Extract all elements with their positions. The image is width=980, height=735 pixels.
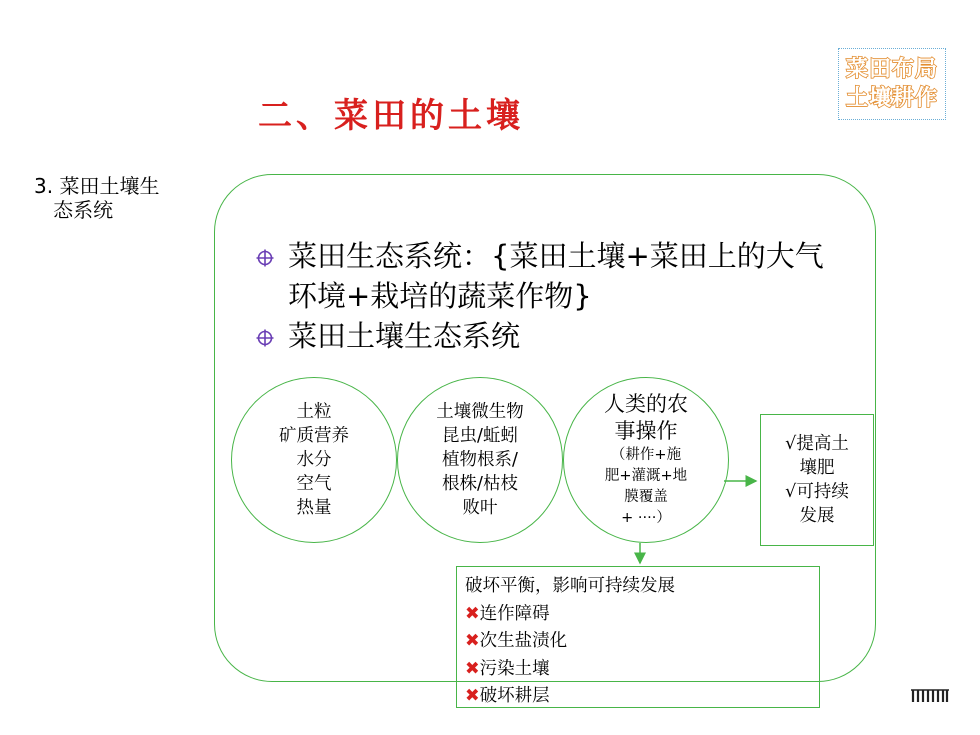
circle-text: 植物根系/ [442, 450, 518, 470]
circle-detail: （耕作+施 [610, 447, 682, 463]
bullet-text: 菜田土壤生态系统 [288, 319, 521, 353]
damage-heading: 破坏平衡，影响可持续发展 [465, 576, 675, 596]
circle-text: 土壤微生物 [436, 402, 524, 422]
check-icon: √ [785, 434, 797, 454]
damage-item: ✖破坏耕层 [465, 686, 550, 706]
bullet-text: 菜田生态系统：{菜田土壤+菜田上的大气环境+栽培的蔬菜作物} [288, 239, 824, 313]
circle-text: 根株/枯枝 [442, 474, 518, 494]
circle-human-operations [563, 377, 729, 543]
circle-text: 热量 [296, 498, 332, 518]
slide-nav-icon[interactable] [910, 688, 950, 704]
circle-heading: 事操作 [614, 419, 678, 443]
damage-item: ✖连作障碍 [465, 603, 550, 624]
circle-text: 昆虫/蚯蚓 [442, 426, 518, 446]
benefit-text: 可持续 [796, 482, 849, 502]
benefit-text: 提高土 [796, 434, 849, 454]
circle-detail: + ····） [621, 510, 671, 526]
benefit-line-cont: 壤肥 [799, 458, 835, 478]
damage-item: ✖次生盐渍化 [465, 631, 568, 651]
circle-cross-icon [252, 316, 278, 356]
benefit-line-cont: 发展 [799, 506, 835, 526]
check-icon: √ [785, 482, 797, 502]
x-icon: ✖ [465, 686, 480, 706]
circle-text: 败叶 [462, 498, 498, 518]
circle-detail: 膜覆盖 [624, 489, 668, 505]
x-icon: ✖ [465, 658, 480, 679]
section-label: 3. 菜田土壤生 态系统 [34, 174, 160, 222]
x-icon: ✖ [465, 603, 480, 624]
circle-text: 空气 [296, 474, 332, 494]
x-icon: ✖ [465, 631, 480, 651]
benefit-line [785, 432, 849, 456]
circle-heading: 人类的农 [604, 392, 688, 416]
circle-soil-organisms [397, 377, 563, 543]
benefits-box [760, 414, 874, 546]
circle-cross-icon [252, 236, 278, 276]
bullet-item [252, 236, 852, 316]
bullet-list [252, 236, 852, 356]
circle-detail: 肥+灌溉+地 [604, 468, 688, 484]
circle-soil-components [231, 377, 397, 543]
badge-line-2: 土壤耕作 [845, 86, 938, 111]
circle-text: 水分 [296, 450, 332, 470]
bullet-item [252, 316, 852, 356]
damage-box [456, 566, 820, 708]
badge-line-1: 菜田布局 [845, 57, 938, 82]
benefit-line [785, 480, 849, 504]
page-title: 二、菜田的土壤 [258, 96, 524, 136]
circle-text: 土粒 [296, 402, 332, 422]
damage-item: ✖污染土壤 [465, 658, 550, 679]
circle-text: 矿质营养 [279, 426, 349, 446]
